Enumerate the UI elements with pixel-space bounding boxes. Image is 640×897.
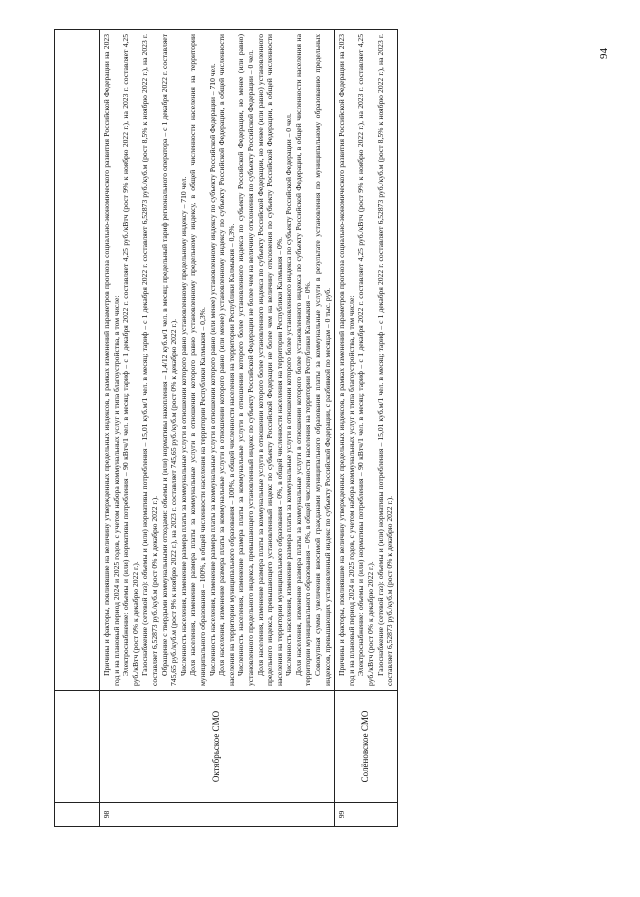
municipality-name: Октябрьское СМО (100, 691, 335, 803)
paragraph: Причины и факторы, повлиявшие на величину утвержденных предельных индексов, в рамках изменений параметров прогноза социально-экономического развития Российской Федерации на 2023 год и на плановый период 2024 и 2025 годов, с учетом набора коммунальных услуг и типа благоустройства, в том числе: (337, 34, 356, 686)
paragraph: Газоснабжение (сетевой газ): объемы и (или) нормативы потребления – 15,01 куб.м/1 чел. в месяц; тариф – с 1 декабря 2022 г. составляет 6,52873 руб./куб.м (рост 8,5% к ноябрю 2022 г.), на 2023 г. составляет 6,52873 руб./куб.м (рост 0% к декабрю 2022 г.). (375, 34, 395, 686)
row-description (100, 30, 335, 691)
municipality-name: Солёновское СМО (335, 691, 398, 803)
paragraph: Электроснабжение: объемы и (или) нормативы потребления – 90 кВтч/1 чел. в месяц; тариф – с 1 декабря 2022 г. составляет 4,25 руб./кВтч (рост 9% к ноябрю 2022 г.), на 2023 г. составляет 4,25 руб./кВтч (рост 0% к декабрю 2022 г.). (356, 34, 376, 686)
table-cell-empty (55, 691, 100, 803)
paragraph: Численность населения, изменение размера платы за коммунальные услуги в отношении которого более установленного индекса по субъекту Российской Федерации – 0 чел. (284, 113, 294, 676)
page-number: 94 (598, 48, 610, 59)
table-cell-empty (55, 30, 100, 691)
paragraph: Доля населения, изменение размера платы за коммунальные услуги в отношении которого равно установленному предельному индексу, в общей численности населения на территории муниципального образования – 100%, в общей численности населения на территории Республики Калмыкия – 0,3%. (188, 34, 207, 686)
paragraph: Численность населения, изменение размера платы за коммунальные услуги в отношении которого равно установленному предельному индексу – 710 чел. (178, 176, 188, 676)
paragraph: Доля населения, изменение размера платы за коммунальные услуги в отношении которого более установленного индекса по субъекту Российской Федерации, но менее (или равно) установленного предельного индекса, превышающего установленный индекс по субъекту Российской Федерации не более чем на величину отклонения по субъекту Российской Федерации, в общей численности населения на территории муниципального образования – 0%, в общей численности населения на территории Республики Калмыкия – 0%. (255, 34, 284, 686)
paragraph: Электроснабжение: объемы и (или) нормативы потребления – 90 кВтч/1 чел. в месяц; тариф – с 1 декабря 2022 г. составляет 4,25 руб./кВтч (рост 9% к ноябрю 2022 г.), на 2023 г. составляет 4,25 руб./кВтч (рост 0% к декабрю 2022 г.). (121, 34, 140, 686)
table-row (100, 30, 335, 827)
paragraph: Причины и факторы, повлиявшие на величину утвержденных предельных индексов, в рамках изменений параметров прогноза социально-экономического развития Российской Федерации на 2023 год и на плановый период 2024 и 2025 годов, с учетом набора коммунальных услуг и типа благоустройства, в том числе: (102, 34, 121, 686)
table-row (335, 30, 398, 827)
paragraph: Совокупная сумма увеличения вносимой гражданами муниципального образования платы за коммунальные услуги в результате установления по муниципальному образованию предельных индексов, превышающих установленный индекс по субъекту Российской Федерации, с разбивкой по месяцам – 0 тыс. руб. (313, 34, 332, 686)
table-row-continuation (55, 30, 100, 827)
row-description (335, 30, 398, 691)
table-cell-empty (55, 803, 100, 827)
paragraph: Численность населения, изменение размера платы за коммунальные услуги в отношении которого равно (или менее) установленному индексу по субъекту Российской Федерации – 710 чел. (207, 63, 217, 676)
paragraph: Численность населения, изменение размера платы за коммунальные услуги в отношении которого более установленного индекса по субъекту Российской Федерации, но менее (или равно) установленного предельного индекса, превышающего установленный индекс по субъекту Российской Федерации не более чем на величину отклонения по субъекту Российской Федерации – 0 чел. (236, 34, 255, 686)
paragraph: Доля населения, изменение размера платы за коммунальные услуги в отношении которого более установленного индекса по субъекту Российской Федерации, в общей численности населения на территории муниципального образования – 0%, в общей численности населения на территории Республики Калмыкия – 0%. (293, 34, 313, 686)
row-number: 98 (100, 803, 335, 827)
paragraph: Обращение с твердыми коммунальными отходами: объемы и (или) нормативы накопления – 1,4/12 куб.м/1 чел. в месяц; предельный тариф регионального оператора – с 1 декабря 2022 г. составляет 745,65 руб./куб.м (рост 9% к ноябрю 2022 г.), на 2023 г. составляет 745,65 руб./куб.м (рост 0% к декабрю 2022 г.). (159, 34, 179, 686)
index-table (54, 29, 398, 827)
paragraph: Газоснабжение (сетевой газ): объемы и (или) нормативы потребления – 15,01 куб.м/1 чел. в месяц; тариф – с 1 декабря 2022 г. составляет 6,52873 руб./куб.м (рост 8,5% к ноябрю 2022 г.), на 2023 г. составляет 6,52873 руб./куб.м (рост 0% к декабрю 2022 г.). (140, 34, 159, 686)
paragraph: Доля населения, изменение размера платы за коммунальные услуги в отношении которого равно (или менее) установленному индексу по субъекту Российской Федерации, в общей численности населения на территории муниципального образования – 100%, в общей численности населения на территории Республики Калмыкия – 0,3%. (217, 34, 236, 686)
row-number: 99 (335, 803, 398, 827)
